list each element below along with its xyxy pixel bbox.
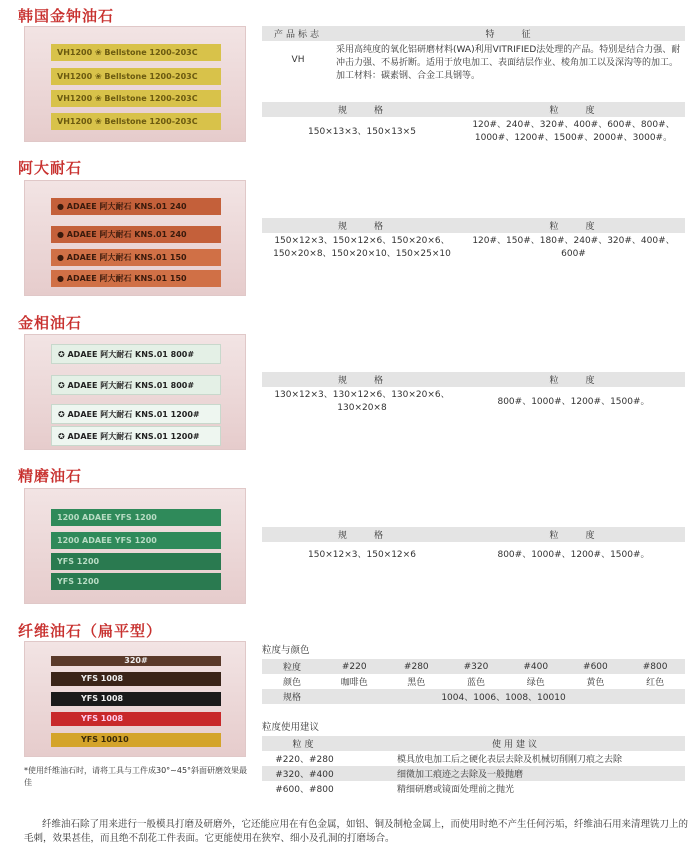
table-header: 规 格 [262, 218, 462, 233]
color-cell: 绿色 [526, 678, 545, 688]
grit-cell: 120#、150#、180#、240#、320#、400#、600# [472, 236, 675, 259]
grit-color-table [262, 659, 685, 704]
section-title-fine-grinding: 精磨油石 [18, 467, 83, 485]
stone-bar: YFS 1008 [51, 712, 221, 726]
table-header: 粒 度 [462, 102, 685, 117]
stone-bar: ✪ ADAEE 阿大耐石 KNS.01 1200# [51, 404, 221, 424]
spec-cell: 130×12×3、130×12×6、130×20×6、130×20×8 [274, 390, 450, 413]
size-table-metallographic [262, 372, 685, 417]
table-header: 规 格 [262, 102, 462, 117]
stone-bar: 320# [51, 656, 221, 666]
stone-bar: YFS 10010 [51, 733, 221, 747]
fiber-description-paragraph: 纤维油石除了用来进行一般模具打磨及研磨外，它还能应用在有色金属，如铝、铜及制枪金属上，而使用时绝不产生任何污垢，纤维油石用来清理铣刀上的毛刺，效果甚佳，而且绝不刮花工件表面。它更能使用在狭窄、细小及孔洞的打磨场合。 [24, 819, 689, 844]
grit-cell: 800#、1000#、1200#、1500#。 [497, 550, 650, 560]
spec-table-bellstone [262, 26, 685, 87]
color-cell: 黑色 [407, 678, 426, 688]
table-header: 粒 度 [462, 372, 685, 387]
table-header: 粒 度 [462, 527, 685, 542]
stone-bar: ✪ ADAEE 阿大耐石 KNS.01 800# [51, 344, 221, 364]
stone-bar: ● ADAEE 阿大耐石 KNS.01 240 [51, 226, 221, 243]
table-header: 粒度 [262, 736, 347, 751]
subheading-grit-color: 粒度与颜色 [262, 645, 310, 656]
product-photo-bellstone [24, 26, 246, 142]
grit-cell: #280 [403, 661, 429, 672]
size-table-fine-grinding [262, 527, 685, 568]
grit-cell: #800 [642, 661, 668, 672]
stone-bar: ● ADAEE 阿大耐石 KNS.01 240 [51, 198, 221, 215]
stone-bar: YFS 1008 [51, 672, 221, 686]
color-cell: 蓝色 [466, 678, 485, 688]
section-title-bellstone: 韩国金钟油石 [18, 7, 115, 25]
table-header: 规 格 [262, 372, 462, 387]
table-header: 规 格 [262, 527, 462, 542]
stone-bar: YFS 1200 [51, 553, 221, 570]
grit-usage-table [262, 736, 685, 796]
spec-cell: 150×13×3、150×13×5 [308, 126, 416, 137]
row-label: 颜色 [282, 678, 301, 688]
usage-cell: 精细研磨或镜面处理前之抛光 [397, 785, 515, 795]
table-header: 特 征 [334, 26, 685, 41]
product-photo-fiber [24, 641, 246, 757]
grit-cell: #320、#400 [275, 770, 334, 780]
grit-cell: 120#、240#、320#、400#、600#、800#、1000#、1200#、1500#、2000#、3000#。 [472, 120, 675, 143]
usage-cell: 模具放电加工后之硬化表层去除及机械切削刚刀痕之去除 [397, 755, 623, 765]
stone-bar: 1200 ADAEE YFS 1200 [51, 509, 221, 526]
stone-bar: VH1200 ❀ Bellstone 1200-203C [51, 68, 221, 85]
product-photo-adaee [24, 180, 246, 296]
grit-cell: #220 [341, 661, 367, 672]
grit-cell: #600 [583, 661, 608, 672]
color-cell: 黄色 [586, 678, 605, 688]
stone-bar: VH1200 ❀ Bellstone 1200-203C [51, 113, 221, 130]
usage-note: *使用纤维油石时，请将工具与工件成30°~45°斜面研磨效果最佳 [24, 766, 248, 787]
spec-cell: 150×12×3、150×12×6 [308, 550, 416, 560]
product-description: 采用高纯度的氧化铝研磨材料(WA)利用VITRIFIED法处理的产品。特别是结合力强、耐冲击力强、不易折断。适用于放电加工、表面结层作业、棱角加工以及深沟等的加工。加工材料：碳素钢、合金工具钢等。 [336, 45, 681, 81]
stone-bar: VH1200 ❀ Bellstone 1200-203C [51, 90, 221, 107]
stone-bar: ✪ ADAEE 阿大耐石 KNS.01 1200# [51, 426, 221, 446]
row-label: 规格 [282, 693, 301, 703]
stone-bar: ● ADAEE 阿大耐石 KNS.01 150 [51, 270, 221, 287]
stone-bar: 1200 ADAEE YFS 1200 [51, 532, 221, 549]
spec-cell: 1004、1006、1008、10010 [441, 693, 566, 703]
section-title-metallographic: 金相油石 [18, 314, 83, 332]
grit-cell: #400 [523, 661, 549, 672]
subheading-grit-usage: 粒度使用建议 [262, 722, 320, 733]
section-title-adaee: 阿大耐石 [18, 159, 83, 177]
product-photo-fine-grinding [24, 488, 246, 604]
table-header: 使用建议 [347, 736, 685, 751]
spec-cell: 150×12×3、150×12×6、150×20×6、150×20×8、150×20×10、150×25×10 [273, 236, 451, 259]
size-table-bellstone [262, 102, 685, 147]
grit-cell: #220、#280 [275, 755, 334, 765]
stone-bar: YFS 1008 [51, 692, 221, 706]
product-photo-metallographic [24, 334, 246, 450]
stone-bar: ● ADAEE 阿大耐石 KNS.01 150 [51, 249, 221, 266]
color-cell: 红色 [646, 678, 665, 688]
product-code: VH [291, 55, 305, 65]
stone-bar: YFS 1200 [51, 573, 221, 590]
size-table-adaee [262, 218, 685, 263]
table-header: 粒 度 [462, 218, 685, 233]
stone-bar: VH1200 ❀ Bellstone 1200-203C [51, 44, 221, 61]
grit-cell: 800#、1000#、1200#、1500#。 [497, 396, 650, 407]
grit-cell: #600、#800 [275, 785, 334, 795]
grit-cell: #320 [463, 661, 489, 672]
color-cell: 咖啡色 [340, 678, 368, 688]
section-title-fiber: 纤维油石（扁平型） [18, 622, 163, 640]
row-label: 粒度 [282, 663, 301, 673]
table-header: 产品标志 [262, 26, 334, 41]
stone-bar: ✪ ADAEE 阿大耐石 KNS.01 800# [51, 375, 221, 395]
usage-cell: 细微加工痕迹之去除及一般抛磨 [397, 770, 524, 780]
